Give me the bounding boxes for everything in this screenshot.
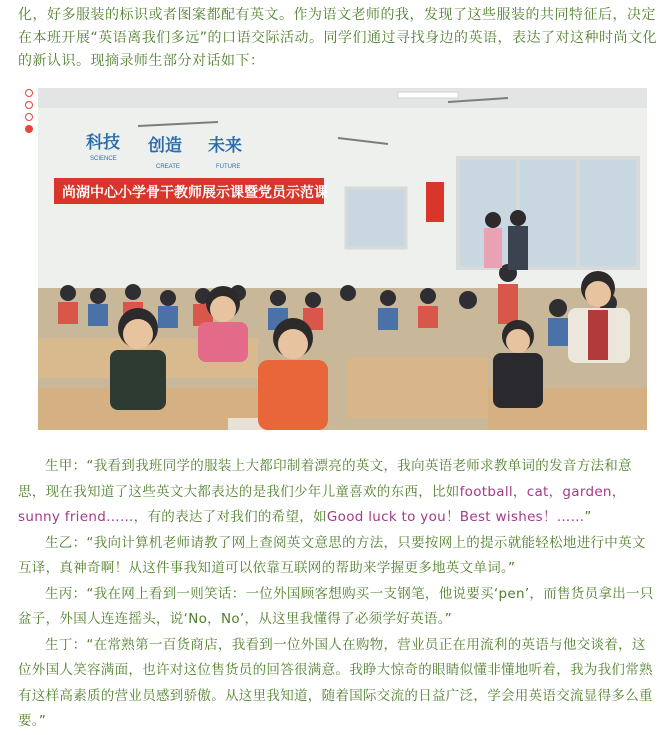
dialogue-text: “我在网上看到一则笑话：一位外国顾客想购买一支钢笔，他说要买‘pen’，而售货员拿出一只盆子，外国人连连摇头，说‘No，No’，从这里我懂得了必须学好英语。” [18,585,654,627]
slogan-text-1: 科技 [86,133,120,152]
dialogue-text: “我看到我班同学的服装上大都印制着漂亮的英文，我向英语老师求教单词的发音方法和意思，现在我知道了这些英文大都表达的是我们少年儿童喜欢的东西，比如 [18,458,632,500]
dialogue-text: “在常熟第一百货商店，我看到一位外国人在购物，营业员正在用流利的英语与他交谈着，这位外国人笑容满面，也许对这位售货员的回答很满意。我睁大惊奇的眼睛似懂非懂地听着，我为我们常熟有这样高素质的营业员感到骄傲。从这里我知道，随着国际交流的日益广泛，学会用英语交流显得多么重要。” [18,636,653,729]
dialogue-item [18,633,658,735]
speaker-label: 生丙： [45,585,87,602]
decorative-dots [25,89,33,137]
dialogue-item [18,454,658,531]
slogan-text-3: 未来 [208,136,242,155]
classroom-photo [38,88,647,430]
speaker-label: 生丁： [45,636,87,653]
slogan-en-2: CREATE [156,164,180,170]
english-words: football，cat，garden，sunny friend…… [18,483,626,525]
intro-paragraph: 化，好多服装的标识或者图案都配有英文。作为语文老师的我，发现了这些服装的共同特征后，决定在本班开展“英语离我们多远”的口语交际活动。同学们通过寻找身边的英语，表达了对这种时尚文化的新认识。现摘录师生部分对话如下： [18,7,658,69]
dialogue-text: ” [584,509,592,525]
english-wishes: Good luck to you！Best wishes！…… [326,509,585,525]
speaker-label: 生甲： [45,458,87,474]
speaker-label: 生乙： [45,534,87,551]
dot-icon [25,125,33,133]
dot-icon [25,89,33,97]
dialogue-text: “我向计算机老师请教了网上查阅英文意思的方法，只要按网上的提示就能轻松地进行中英文互译，真神奇啊！从这件事我知道可以依靠互联网的帮助来学握更多地英文单词。” [18,534,646,576]
dot-icon [25,113,33,121]
classroom-illustration [38,88,647,430]
dialogue-section [18,454,658,735]
slogan-en-1: SCIENCE [90,156,117,162]
slogan-en-3: FUTURE [216,164,241,170]
dialogue-item [18,531,658,582]
dialogue-item [18,582,658,633]
slogan-text-2: 创造 [148,136,182,155]
dot-icon [25,101,33,109]
dialogue-text: ，有的表达了对我们的希望，如 [133,509,327,525]
banner-text: 尚湖中心小学骨干教师展示课暨党员示范课 [62,184,328,200]
